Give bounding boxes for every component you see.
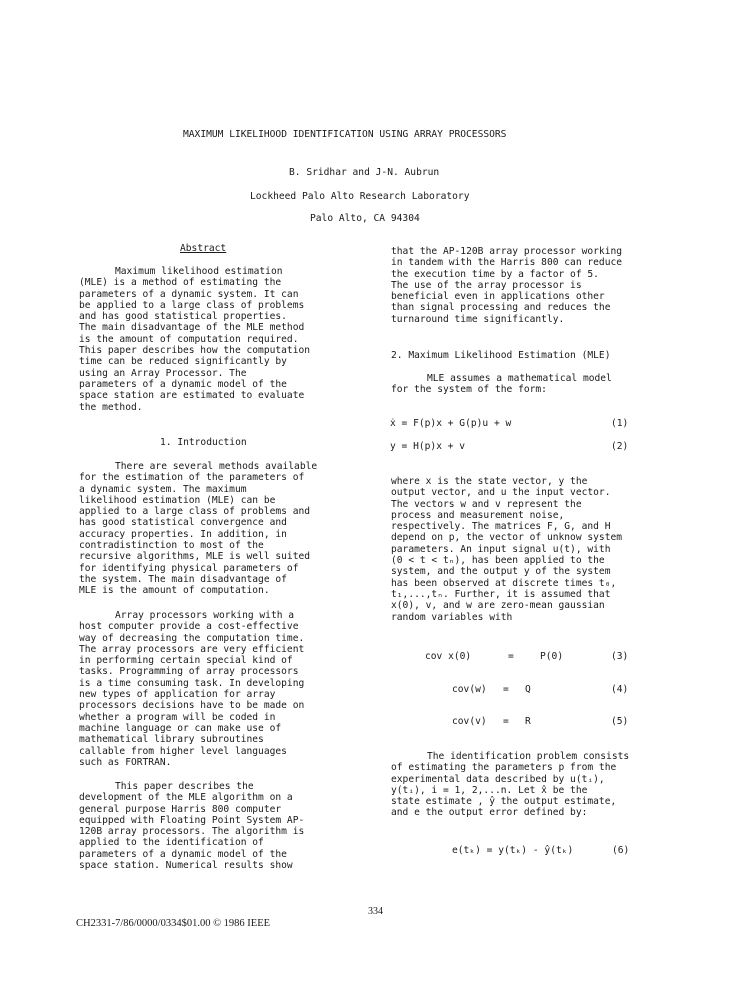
abstract-line: The main disadvantage of the MLE method	[79, 322, 305, 334]
right-line: than signal processing and reduces the	[391, 302, 611, 314]
mle-line: t₁,...,tₙ. Further, it is assumed that	[391, 588, 611, 600]
equation-3-number: (3)	[611, 651, 629, 662]
intro-line: development of the MLE algorithm on a	[79, 792, 293, 804]
equation-6-number: (6)	[612, 845, 630, 856]
abstract-line: space station are estimated to evaluate	[79, 390, 305, 402]
intro-line: new types of application for array	[79, 689, 276, 701]
abstract-line: is the amount of computation required.	[79, 333, 299, 345]
paper-title: MAXIMUM LIKELIHOOD IDENTIFICATION USING ARRAY PROCESSORS	[183, 129, 507, 140]
right-line: turnaround time significantly.	[391, 313, 565, 325]
equation-2-number: (2)	[611, 441, 629, 452]
intro-line: whether a program will be coded in	[79, 711, 276, 723]
intro-line: contradistinction to most of the	[79, 540, 264, 552]
mle-line: where x is the state vector, y the	[391, 476, 588, 487]
intro-line: in performing certain special kind of	[79, 655, 293, 667]
intro-line: MLE is the amount of computation.	[79, 585, 270, 597]
intro-line: There are several methods available	[115, 461, 318, 472]
intro-line: applied to a large class of problems and	[79, 506, 311, 518]
intro-line: parameters of a dynamic model of the	[79, 848, 287, 860]
equation-4-right: Q	[525, 684, 531, 695]
abstract-heading: Abstract	[180, 243, 227, 254]
mle-line: respectively. The matrices F, G, and H	[391, 521, 611, 533]
mle-line: The identification problem consists	[427, 751, 630, 762]
mle-heading: 2. Maximum Likelihood Estimation (MLE)	[391, 350, 611, 361]
intro-line: recursive algorithms, MLE is well suited	[79, 551, 311, 563]
equation-3-equals: =	[508, 651, 514, 662]
intro-line: general purpose Harris 800 computer	[79, 803, 282, 815]
mle-line: random variables with	[391, 611, 513, 623]
copyright-line: CH2331-7/86/0000/0334$01.00 © 1986 IEEE	[76, 918, 271, 929]
intro-line: such as FORTRAN.	[79, 756, 172, 768]
authors: B. Sridhar and J-N. Aubrun	[289, 167, 440, 178]
intro-line: The array processors are very efficient	[79, 643, 305, 655]
intro-line: Array processors working with a	[115, 610, 295, 621]
intro-para-1	[79, 461, 317, 597]
intro-line: for identifying physical parameters of	[79, 562, 299, 574]
abstract-line: parameters of a dynamic system. It can	[79, 288, 299, 300]
intro-line: accuracy properties. In addition, in	[79, 528, 287, 540]
abstract-line: using an Array Processor. The	[79, 367, 247, 379]
mle-line: y(tᵢ), i = 1, 2,...n. Let x̂ be the	[391, 784, 588, 796]
intro-line: processors decisions have to be made on	[79, 700, 305, 712]
location: Palo Alto, CA 94304	[310, 213, 420, 224]
equation-6: e(tₖ) = y(tₖ) - ŷ(tₖ)	[452, 845, 574, 856]
mle-line: parameters. An input signal u(t), with	[391, 543, 611, 555]
mle-line: depend on p, the vector of unknow system	[391, 532, 623, 544]
mle-line: system, and the output y of the system	[391, 566, 611, 578]
intro-line: likelihood estimation (MLE) can be	[79, 494, 276, 506]
abstract-line: Maximum likelihood estimation	[115, 266, 283, 277]
intro-line: for the estimation of the parameters of	[79, 472, 305, 484]
right-line: beneficial even in applications other	[391, 291, 605, 303]
mle-line: of estimating the parameters p from the	[391, 762, 617, 774]
mle-line: has been observed at discrete times t₀,	[391, 577, 617, 589]
intro-line: machine language or can make use of	[79, 722, 282, 734]
right-line: The use of the array processor is	[391, 279, 582, 291]
abstract-line: (MLE) is a method of estimating the	[79, 277, 282, 289]
page-number: 334	[368, 906, 383, 917]
intro-line: the system. The main disadvantage of	[79, 573, 287, 585]
equation-1: ẋ = F(p)x + G(p)u + w	[390, 418, 512, 429]
abstract-line: This paper describes how the computation	[79, 345, 311, 357]
intro-line: space station. Numerical results show	[79, 860, 293, 872]
intro-line: equipped with Floating Point System AP-	[79, 814, 305, 826]
right-line: in tandem with the Harris 800 can reduce	[391, 257, 623, 269]
equation-5-equals: =	[503, 716, 509, 727]
intro-line: has good statistical convergence and	[79, 517, 287, 529]
right-line: the execution time by a factor of 5.	[391, 268, 599, 280]
intro-line: applied to the identification of	[79, 837, 264, 849]
abstract-line: parameters of a dynamic model of the	[79, 378, 287, 390]
mle-para-b	[391, 751, 629, 819]
mle-line: MLE assumes a mathematical model	[427, 373, 612, 384]
abstract-body	[79, 266, 310, 413]
equation-5-left: cov(v)	[452, 716, 487, 727]
intro-line: a dynamic system. The maximum	[79, 483, 247, 495]
intro-line: host computer provide a cost-effective	[79, 621, 299, 633]
intro-line: This paper describes the	[115, 781, 254, 792]
mle-line: and e the output error defined by:	[391, 807, 588, 819]
right-line: that the AP-120B array processor working	[391, 246, 623, 257]
equation-1-number: (1)	[611, 418, 629, 429]
abstract-line: be applied to a large class of problems	[79, 299, 305, 311]
mle-line: state estimate , ŷ the output estimate,	[391, 796, 617, 808]
equation-3-right: P(0)	[540, 651, 564, 662]
affiliation: Lockheed Palo Alto Research Laboratory	[250, 191, 470, 202]
mle-line: process and measurement noise,	[391, 509, 565, 521]
intro-para-3	[79, 781, 304, 871]
intro-heading: 1. Introduction	[160, 437, 247, 448]
mle-line: The vectors w and v represent the	[391, 498, 582, 510]
intro-line: way of decreasing the computation time.	[79, 632, 305, 644]
equation-5-number: (5)	[611, 716, 629, 727]
intro-line: is a time consuming task. In developing	[79, 677, 305, 689]
right-continuation	[391, 246, 622, 325]
equation-4-left: cov(w)	[452, 684, 487, 695]
mle-para-a	[391, 476, 622, 623]
mle-line: for the system of the form:	[391, 384, 547, 396]
abstract-line: and has good statistical properties.	[79, 311, 287, 323]
intro-line: mathematical library subroutines	[79, 734, 264, 746]
equation-4-equals: =	[503, 684, 509, 695]
equation-3-left: cov x(0)	[425, 651, 472, 662]
mle-intro	[391, 373, 612, 396]
intro-line: callable from higher level languages	[79, 745, 287, 757]
mle-line: experimental data described by u(tᵢ),	[391, 773, 605, 785]
equation-2: y = H(p)x + v	[390, 441, 466, 452]
intro-line: tasks. Programming of array processors	[79, 666, 299, 678]
equation-4-number: (4)	[611, 684, 629, 695]
mle-line: x(0), v, and w are zero-mean gaussian	[391, 600, 605, 612]
abstract-line: time can be reduced significantly by	[79, 356, 287, 368]
intro-line: 120B array processors. The algorithm is	[79, 826, 305, 838]
mle-line: (0 < t < tₙ), has been applied to the	[391, 555, 605, 567]
equation-5-right: R	[525, 716, 531, 727]
intro-para-2	[79, 610, 304, 768]
abstract-line: the method.	[79, 401, 143, 413]
mle-line: output vector, and u the input vector.	[391, 487, 611, 499]
